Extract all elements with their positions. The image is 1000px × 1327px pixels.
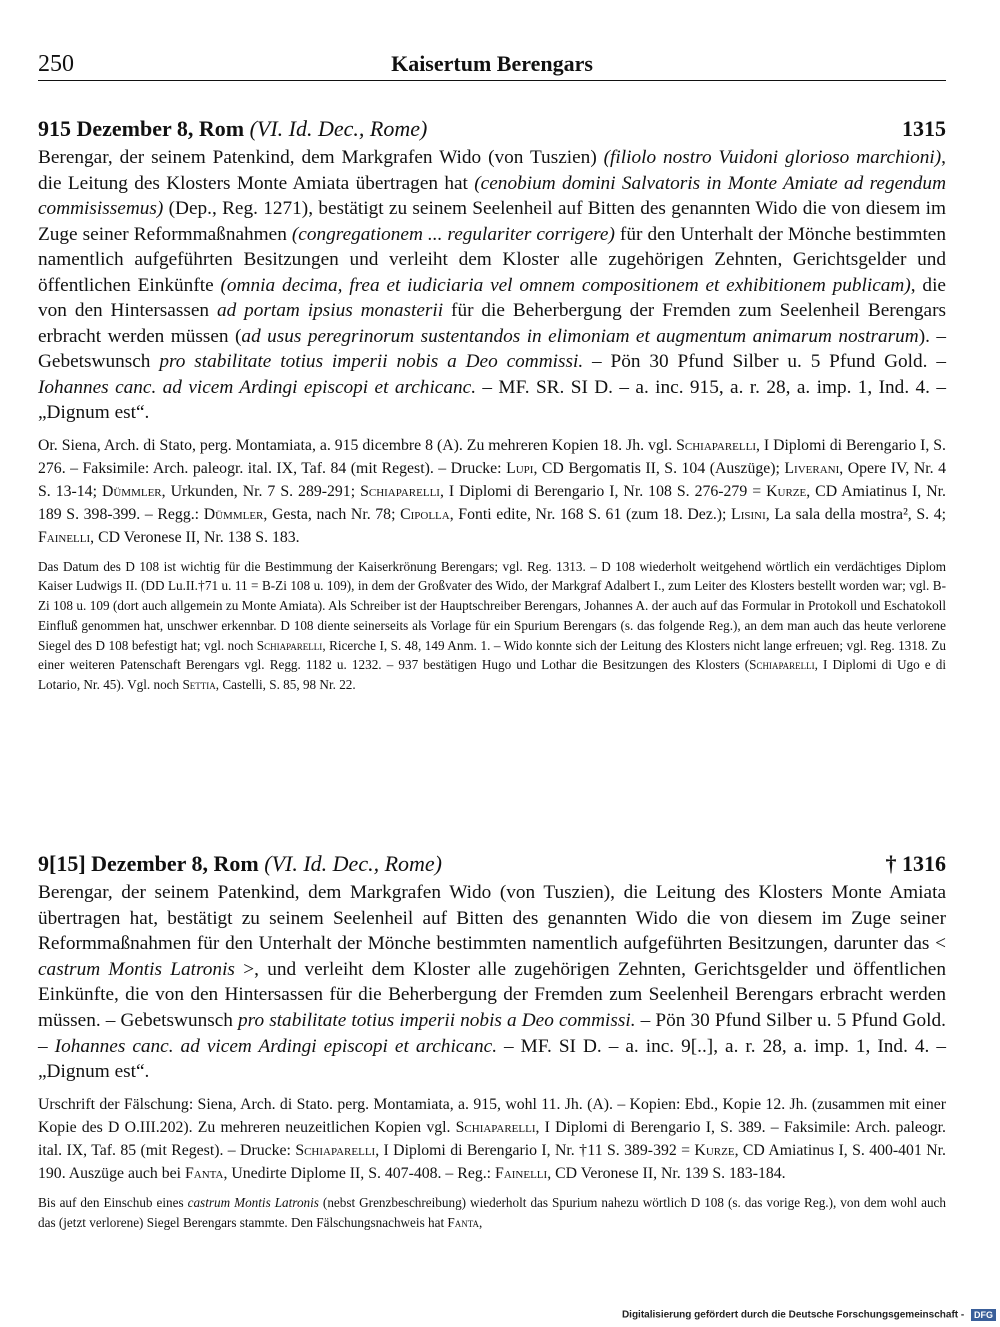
digitization-footer bbox=[622, 1309, 996, 1321]
entry-number: † 1316 bbox=[885, 851, 946, 876]
regest-entry-1315 bbox=[38, 115, 946, 695]
tradition-paragraph: Or. Siena, Arch. di Stato, perg. Montamiata, a. 915 dicembre 8 (A). Zu mehreren Kopien 18. Jh. vgl. Schiaparelli, I Diplomi di Berengario I, S. 276. – Faksimile: Arch. paleogr. ital. IX, Taf. 84 (mit Regest). – Drucke: Lupi, CD Bergomatis II, S. 104 (Auszüge); Liverani, Opere IV, Nr. 4 S. 13-14; Dümmler, Urkunden, Nr. 7 S. 289-291; Schiaparelli, I Diplomi di Berengario I, Nr. 108 S. 276-279 = Kurze, CD Amiatinus I, Nr. 189 S. 398-399. – Regg.: Dümmler, Gesta, nach Nr. 78; Cipolla, Fonti edite, Nr. 168 S. 61 (zum 18. Dez.); Lisini, La sala della mostra², S. 4; Fainelli, CD Veronese II, Nr. 138 S. 183. bbox=[38, 436, 947, 546]
funding-note: Digitalisierung gefördert durch die Deutsche Forschungsgemeinschaft - bbox=[621, 1309, 965, 1321]
regest-text: Berengar, der seinem Patenkind, dem Markgrafen Wido (von Tuszien), die Leitung des Klosters Monte Amiata übertragen hat, bestätigt zu seinem Seelenheil auf Bitten des genannten Wido die von diesem im Zuge seiner Reformmaßnahmen für den Unterhalt der Mönche bestimmten namentlich aufgeführten Besitzungen, darunter das < castrum Montis Latronis >, und verleiht dem Kloster alle zugehörigen Zehnten, Gerichtsgelder und öffentlichen Einkünfte, die von den Hintersassen für die Beherbergung der Fremden zum Seelenheil Berengars erbracht werden müssen. – Gebetswunsch pro stabilitate totius imperii nobis a Deo commissi. – Pön 30 Pfund Silber u. 5 Pfund Gold. – Iohannes canc. ad vicem Ardingi episcopi et archicanc. – MF. SI D. – a. inc. 9[..], a. r. 28, a. imp. 1, Ind. 4. – „Dignum est“. bbox=[38, 882, 946, 1083]
entry-heading bbox=[38, 115, 946, 145]
entry-heading bbox=[38, 850, 946, 880]
commentary-paragraph: Bis auf den Einschub eines castrum Montis Latronis (nebst Grenzbeschreibung) wiederholt das Spurium nahezu wörtlich D 108 (s. das vorige Reg.), von dem wohl auch das (jetzt verlorene) Siegel Berengars stammte. Den Fälschungsnachweis hat Fanta, bbox=[38, 1194, 946, 1230]
dfg-logo-icon: DFG bbox=[971, 1309, 996, 1321]
entry-date-place: 915 Dezember 8, Rom (VI. Id. Dec., Rome) bbox=[38, 116, 428, 141]
running-title: Kaisertum Berengars bbox=[391, 51, 593, 76]
page-number: 250 bbox=[38, 51, 74, 77]
entry-dating: (VI. Id. Dec., Rome) bbox=[264, 851, 443, 876]
entry-dating: (VI. Id. Dec., Rome) bbox=[249, 116, 428, 141]
tradition-paragraph: Urschrift der Fälschung: Siena, Arch. di Stato. perg. Montamiata, a. 915, wohl 11. Jh. (A). – Kopien: Ebd., Kopie 12. Jh. (zusammen mit einer Kopie des D O.III.202). Zu mehreren neuzeitlichen Kopien vgl. Schiaparelli, I Diplomi di Berengario I, S. 389. – Faksimile: Arch. paleogr. ital. IX, Taf. 85 (mit Regest). – Drucke: Schiaparelli, I Diplomi di Berengario I, Nr. †11 S. 389-392 = Kurze, CD Amiatinus I, S. 400-401 Nr. 190. Auszüge auch bei Fanta, Unedirte Diplome II, S. 407-408. – Reg.: Fainelli, CD Veronese II, Nr. 139 S. 183-184. bbox=[38, 1095, 946, 1182]
regest-text: Berengar, der seinem Patenkind, dem Markgrafen Wido (von Tuszien) (filiolo nostro Vuidoni glorioso marchioni), die Leitung des Klosters Monte Amiata übertragen hat (cenobium domini Salvatoris in Monte Amiate ad regendum commisissemus) (Dep., Reg. 1271), bestätigt zu seinem Seelenheil auf Bitten des genannten Wido die von diesem im Zuge seiner Reformmaßnahmen (congregationem ... regulariter corrigere) für den Unterhalt der Mönche bestimmten namentlich aufgeführten Besitzungen und verleiht dem Kloster alle zugehörigen Zehnten, Gerichtsgelder und öffentlichen Einkünfte (omnia decima, frea et iudiciaria vel omnem compositionem et exhibitionem publicam), die von den Hintersassen ad portam ipsius monasterii für die Beherbergung der Fremden zum Seelenheil Berengars erbracht werden müssen (ad usus peregrinorum sustentandos in elimoniam et augmentum animarum nostrarum). – Gebetswunsch pro stabilitate totius imperii nobis a Deo commissi. – Pön 30 Pfund Silber u. 5 Pfund Gold. – Iohannes canc. ad vicem Ardingi episcopi et archicanc. – MF. SR. SI D. – a. inc. 915, a. r. 28, a. imp. 1, Ind. 4. – „Dignum est“. bbox=[38, 147, 947, 423]
regest-entry-1316 bbox=[38, 850, 946, 1232]
entry-number: 1315 bbox=[902, 116, 946, 141]
entry-date-place: 9[15] Dezember 8, Rom (VI. Id. Dec., Rome) bbox=[38, 851, 443, 876]
page-header bbox=[38, 50, 946, 81]
commentary-paragraph: Das Datum des D 108 ist wichtig für die Bestimmung der Kaiserkrönung Berengars; vgl. Reg. 1313. – D 108 wiederholt weitgehend wörtlich ein verdächtiges Diplom Kaiser Ludwigs II. (DD Lu.II.†71 u. 11 = B-Zi 108 u. 109), in dem der Großvater des Wido, der Markgraf Adalbert I., zum Leiter des Klosters bestellt worden war; vgl. B-Zi 108 u. 109 (dort auch allgemein zu Monte Amiata). Als Schreiber ist der Hauptschreiber Berengars, Johannes A. der auch auf das Formular in Protokoll und Eschatokoll Einfluß genommen hat, unschwer erkennbar. D 108 diente seinerseits als Vorlage für ein Spurium Berengars (s. das folgende Reg.), an dem man auch das heute verlorene Siegel des D 108 befestigt hat; vgl. noch Schiaparelli, Ricerche I, S. 48, 149 Anm. 1. – Wido konnte sich der Leitung des Klosters nicht lange erfreuen; vgl. Reg. 1318. Zu einer weiteren Patenschaft Berengars vgl. Regg. 1182 u. 1232. – 937 bestätigen Hugo und Lothar die Besitzungen des Klosters (Schiaparelli, I Diplomi di Ugo e di Lotario, Nr. 45). Vgl. noch Settia, Castelli, S. 85, 98 Nr. 22. bbox=[38, 558, 947, 693]
